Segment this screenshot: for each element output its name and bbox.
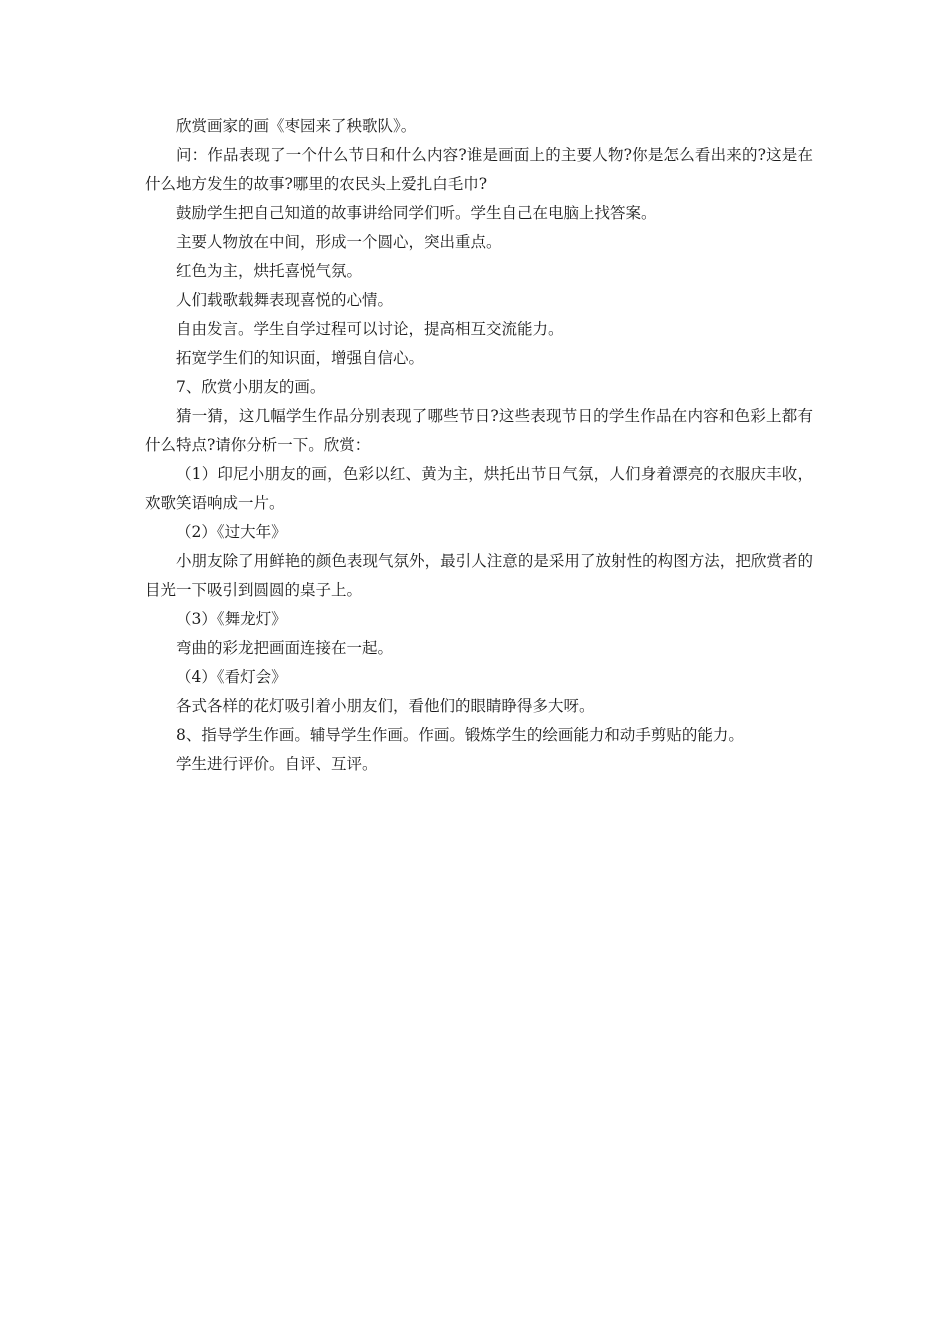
paragraph: 拓宽学生们的知识面，增强自信心。: [176, 349, 425, 367]
paragraph: 各式各样的花灯吸引着小朋友们，看他们的眼睛睁得多大呀。: [176, 697, 595, 715]
paragraph: 学生进行评价。自评、互评。: [176, 755, 378, 773]
paragraph: 人们载歌载舞表现喜悦的心情。: [176, 291, 394, 309]
paragraph: 主要人物放在中间，形成一个圆心，突出重点。: [176, 233, 502, 251]
paragraph: （1）印尼小朋友的画，色彩以红、黄为主，烘托出节日气氛，人们身着漂亮的衣服庆丰收，欢歌笑语响成一片。: [145, 465, 813, 512]
section-heading: 7、欣赏小朋友的画。: [176, 378, 326, 396]
paragraph: 红色为主，烘托喜悦气氛。: [176, 262, 363, 280]
paragraph: 弯曲的彩龙把画面连接在一起。: [176, 639, 394, 657]
paragraph: 鼓励学生把自己知道的故事讲给同学们听。学生自己在电脑上找答案。: [176, 204, 657, 222]
document-body: [145, 112, 813, 779]
artwork-title: （2）《过大年》: [176, 523, 287, 541]
paragraph: 问：作品表现了一个什么节日和什么内容?谁是画面上的主要人物?你是怎么看出来的?这是在什么地方发生的故事?哪里的农民头上爱扎白毛巾?: [145, 146, 813, 193]
paragraph: 欣赏画家的画《枣园来了秧歌队》。: [176, 117, 417, 135]
paragraph: 猜一猜，这几幅学生作品分别表现了哪些节日?这些表现节日的学生作品在内容和色彩上都有什么特点?请你分析一下。欣赏：: [145, 407, 813, 454]
paragraph: 自由发言。学生自学过程可以讨论，提高相互交流能力。: [176, 320, 564, 338]
section-heading: 8、指导学生作画。辅导学生作画。作画。锻炼学生的绘画能力和动手剪贴的能力。: [176, 726, 744, 744]
artwork-title: （3）《舞龙灯》: [176, 610, 287, 628]
artwork-title: （4）《看灯会》: [176, 668, 287, 686]
paragraph: 小朋友除了用鲜艳的颜色表现气氛外，最引人注意的是采用了放射性的构图方法，把欣赏者的目光一下吸引到圆圆的桌子上。: [145, 552, 813, 599]
